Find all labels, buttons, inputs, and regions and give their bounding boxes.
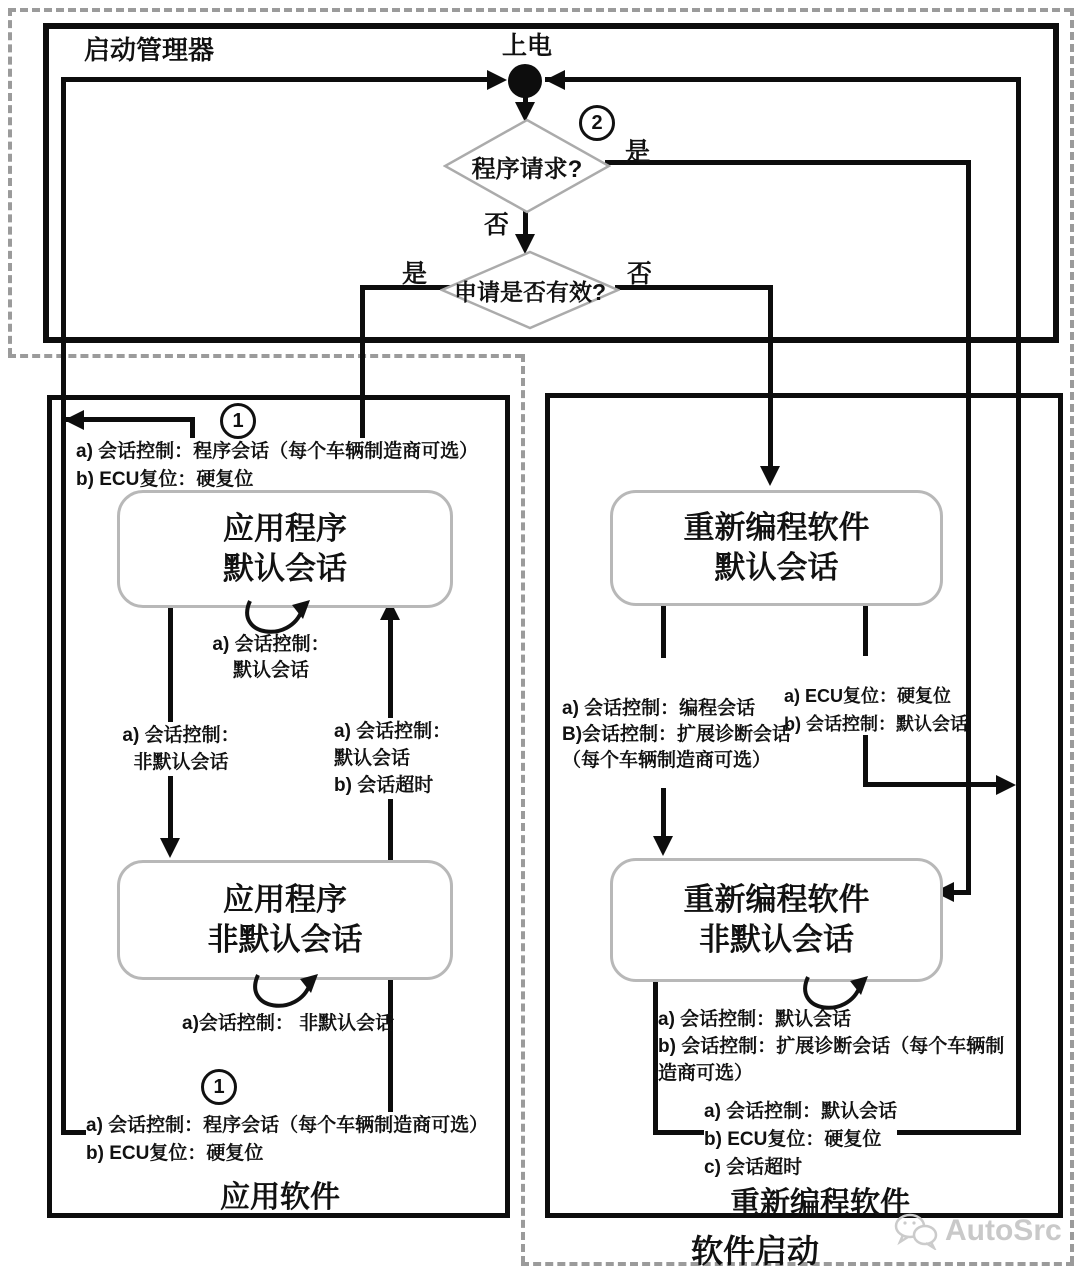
app-default-session-box: [117, 490, 453, 608]
arrowhead-into-reprog-nondefault-top: [653, 836, 673, 856]
reprog-exit-label: [784, 682, 968, 738]
arrowhead-into-right-rail: [996, 775, 1016, 795]
label-line: 默认会话: [334, 748, 411, 769]
d1-yes-label: 是: [625, 138, 651, 166]
arrowhead-into-reprog-default: [760, 466, 780, 486]
marker-circle-1-top: 1: [220, 403, 256, 439]
self-loop-arc-app-nondefault: [240, 972, 326, 1014]
reprog-nondefault-session-line1: 重新编程软件: [683, 882, 870, 917]
app-top-note-b: b) ECU复位：硬复位: [76, 469, 254, 490]
app-self-loop-nondefault-label: a)会话控制： 非默认会话: [182, 1013, 395, 1034]
app-top-note-a: a) 会话控制：程序会话（每个车辆制造商可选）: [76, 441, 479, 462]
wire-right-rail-top: [545, 77, 1018, 82]
power-on-dot: [508, 64, 542, 98]
reprog-self-loop-label: [658, 1006, 1004, 1087]
label-line: 非默认会话: [133, 752, 229, 773]
dashed-border-top: [8, 8, 1072, 12]
reprog-nondefault-session-line2: 非默认会话: [699, 922, 854, 957]
reprog-bottom-note-b: b) ECU复位：硬复位: [704, 1129, 882, 1150]
arrowhead-into-dot-right: [545, 70, 565, 90]
label-line: a) 会话控制：: [122, 725, 240, 746]
wire-d2-no-vertical: [768, 285, 773, 471]
label-line: B)会话控制：扩展诊断会话: [562, 724, 792, 745]
wechat-icon: [893, 1212, 939, 1250]
label-line: 默认会话: [232, 660, 309, 681]
arrowhead-into-dot-left: [487, 70, 507, 90]
reprog-bottom-note-a: a) 会话控制：默认会话: [704, 1101, 898, 1122]
d2-yes-label: 是: [402, 260, 428, 288]
app-nondefault-session-line2: 非默认会话: [207, 922, 363, 957]
label-line: a) 会话控制：: [334, 721, 452, 742]
app-to-nondefault-label: [106, 722, 256, 776]
label-line: b) 会话超时: [334, 775, 434, 796]
app-bottom-note-b: b) ECU复位：硬复位: [86, 1143, 264, 1164]
marker-circle-1-bottom: 1: [201, 1069, 237, 1105]
app-to-default-label: [334, 718, 451, 799]
reprog-default-session-box: [610, 490, 943, 606]
label-line: b) 会话控制：默认会话: [784, 714, 968, 734]
label-line: a) 会话控制：编程会话: [562, 698, 756, 719]
label-line: 造商可选）: [658, 1063, 754, 1084]
arrowhead-into-app-nondefault: [160, 838, 180, 858]
marker-circle-2: 2: [579, 105, 615, 141]
label-line: a) ECU复位：硬复位: [784, 686, 952, 706]
d2-no-label: 否: [627, 260, 653, 288]
app-bottom-note-a: a) 会话控制：程序会话（每个车辆制造商可选）: [86, 1115, 489, 1136]
dashed-border-left: [8, 8, 12, 356]
dashed-border-right: [1070, 8, 1074, 1264]
wire-right-rail: [1016, 77, 1021, 1133]
power-on-label: 上电: [501, 32, 552, 60]
self-loop-arc-reprog-nondefault: [790, 974, 876, 1016]
decision-request-valid: [440, 250, 620, 330]
reprog-nondefault-session-box: [610, 858, 943, 982]
label-line: a) 会话控制：: [212, 634, 330, 655]
wire-left-rail: [61, 77, 66, 1133]
dashed-border-mid-vertical: [521, 354, 525, 1264]
wire-app-top-restart-stub: [190, 417, 195, 439]
decision-request-valid-label: 申请是否有效?: [453, 278, 607, 305]
wire-app-default-to-nondefault: [168, 600, 173, 842]
label-line: b) 会话控制：扩展诊断会话（每个车辆制: [658, 1036, 1005, 1057]
wire-left-rail-top: [63, 77, 491, 82]
software-start-title: 软件启动: [690, 1233, 819, 1269]
reprog-default-session-line1: 重新编程软件: [683, 510, 870, 545]
wire-reprog-exit-vertical: [863, 735, 868, 787]
self-loop-arc-app-default: [232, 598, 318, 640]
app-default-session-line1: 应用程序: [223, 511, 347, 546]
watermark-text: AutoSrc: [945, 1214, 1062, 1247]
application-software-title: 应用软件: [220, 1181, 340, 1214]
reprog-bottom-note-c: c) 会话超时: [704, 1157, 803, 1178]
app-nondefault-session-box: [117, 860, 453, 980]
wire-reprog-default-to-nondefault: [661, 788, 666, 840]
wire-d1-yes-horizontal: [605, 160, 968, 165]
watermark: [893, 1212, 1062, 1250]
app-top-note: [76, 438, 478, 494]
wire-reprog-exit-stub: [863, 598, 868, 656]
arrowhead-into-left-rail: [64, 410, 84, 430]
app-default-session-line2: 默认会话: [223, 551, 347, 586]
app-bottom-note: [86, 1112, 488, 1168]
decision-program-request-label: 程序请求?: [471, 155, 583, 183]
label-line: （每个车辆制造商可选）: [562, 750, 772, 771]
reprog-bottom-note: [704, 1098, 897, 1182]
boot-manager-title: 启动管理器: [84, 35, 215, 65]
wire-reprog-exit-horizontal: [863, 782, 998, 787]
d1-no-label: 否: [484, 211, 510, 239]
app-nondefault-session-line1: 应用程序: [223, 882, 347, 917]
reprogramming-software-title: 重新编程软件: [730, 1187, 910, 1220]
wire-app-top-restart: [66, 417, 192, 422]
reprog-to-nondefault-label: [562, 696, 791, 774]
reprog-default-session-line2: 默认会话: [714, 550, 839, 585]
label-line: a) 会话控制：默认会话: [658, 1009, 852, 1030]
wire-reprog-default-stub: [661, 598, 666, 658]
dashed-border-mid-horizontal: [8, 354, 523, 358]
